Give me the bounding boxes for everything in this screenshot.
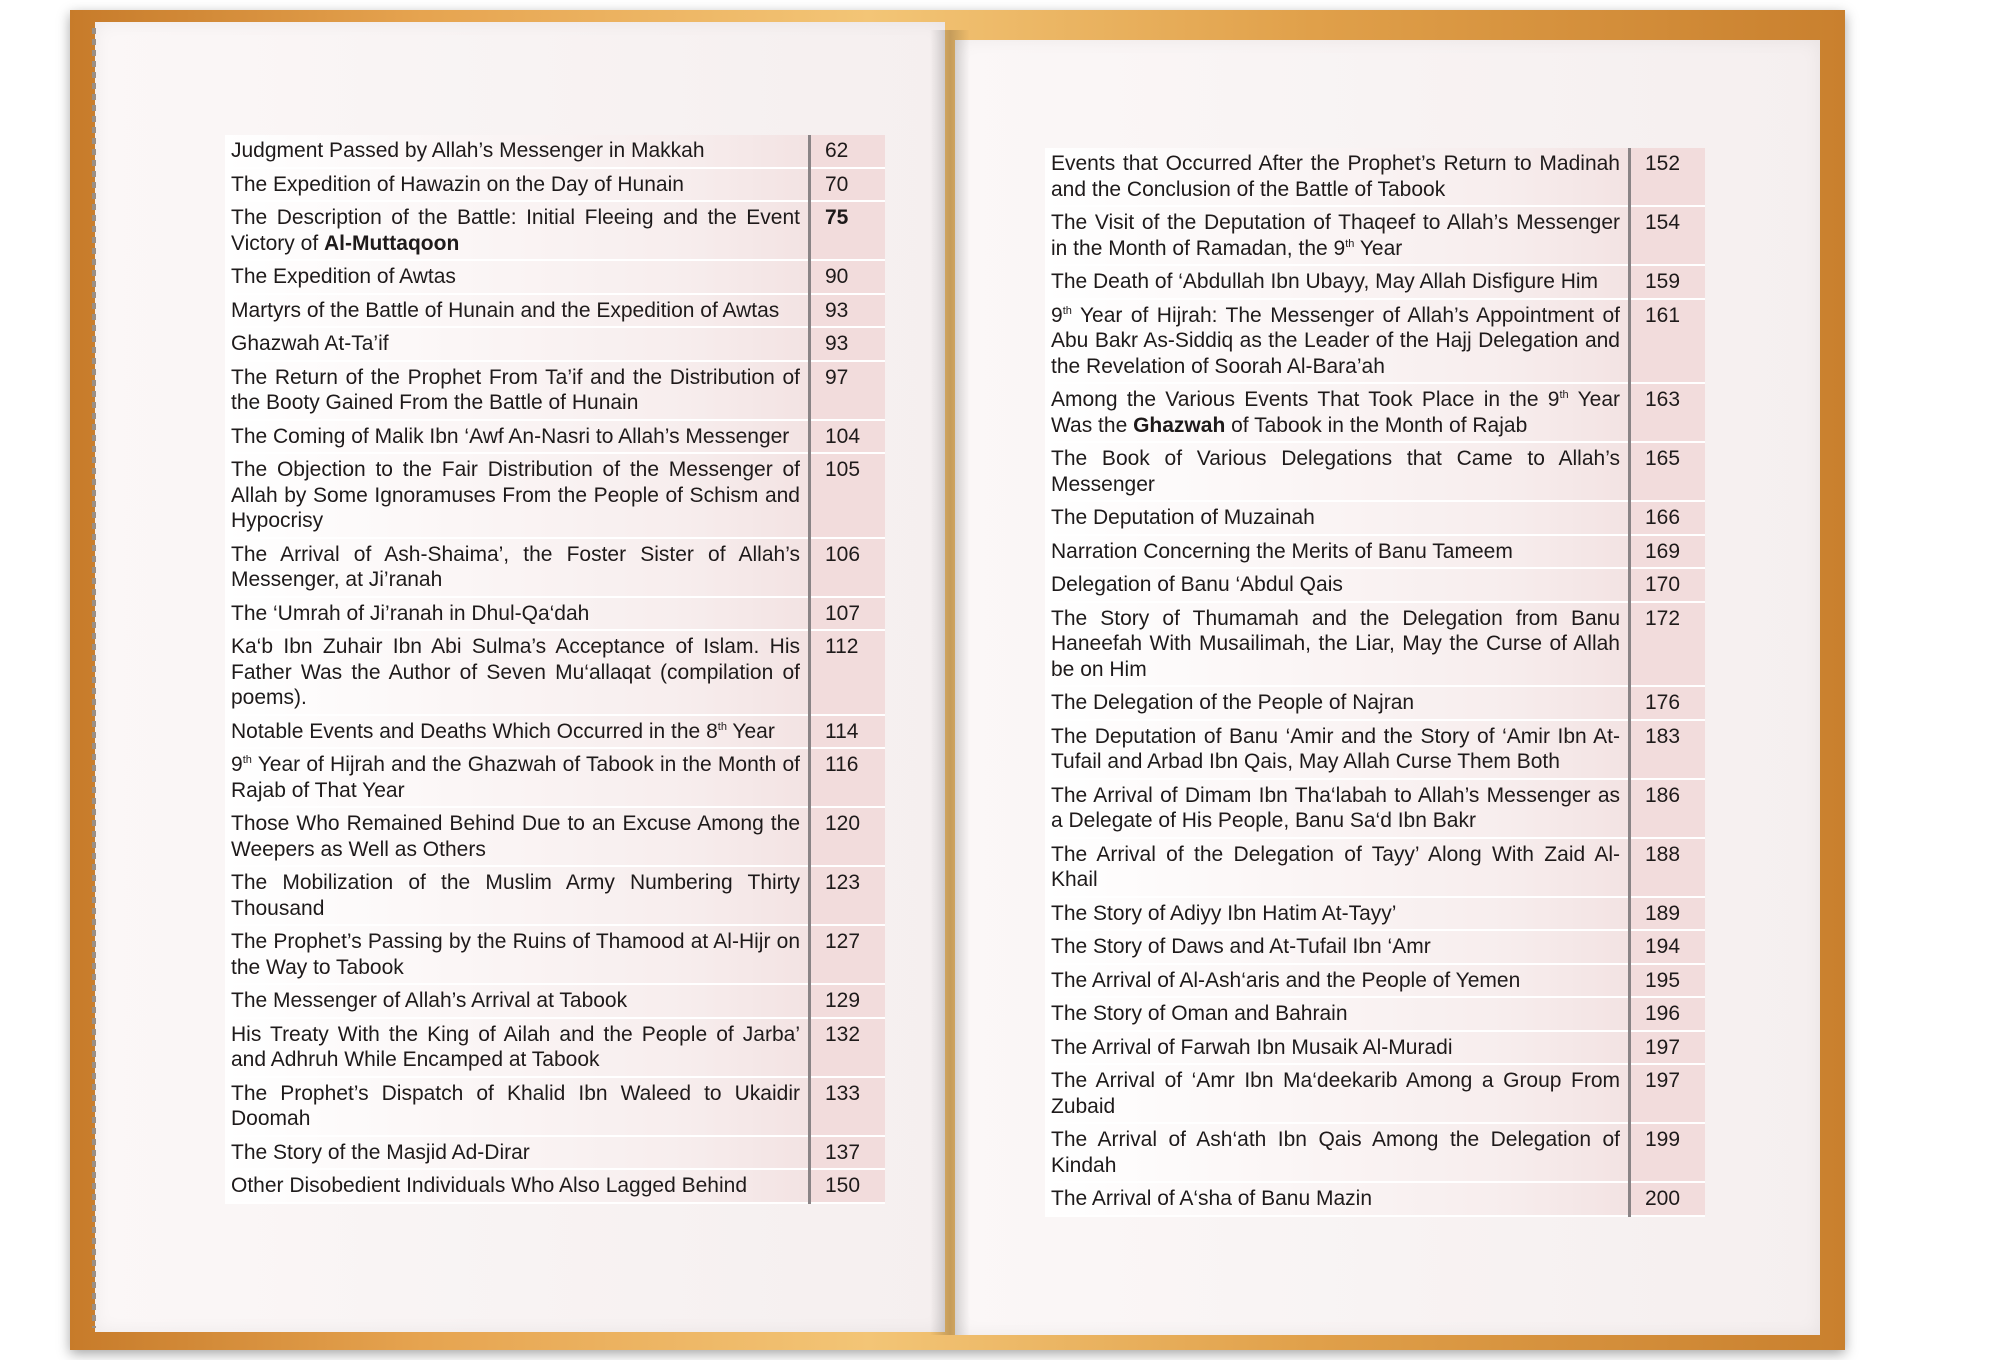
toc-row — [1045, 501, 1705, 535]
toc-entry-page: 116 — [810, 748, 886, 807]
toc-entry-page: 106 — [810, 538, 886, 597]
toc-title-text: Notable Events and Deaths Which Occurred in the 8 — [231, 719, 718, 743]
toc-title-bold: Al-Muttaqoon — [323, 231, 460, 255]
toc-row — [225, 260, 885, 294]
toc-entry-page: 114 — [810, 715, 886, 749]
toc-entry-title: His Treaty With the King of Ailah and the People of Jarba’ and Adhruh While Encamped at Tabook — [225, 1018, 810, 1077]
toc-row — [225, 807, 885, 866]
toc-entry-title: The Arrival of Farwah Ibn Musaik Al-Muradi — [1045, 1031, 1630, 1065]
toc-entry-page: 123 — [810, 866, 886, 925]
toc-row — [1045, 997, 1705, 1031]
toc-title-text: Year — [1354, 236, 1403, 260]
toc-row — [1045, 1064, 1705, 1123]
toc-entry-page: 166 — [1630, 501, 1706, 535]
toc-row — [225, 597, 885, 631]
toc-title-text: 9 — [231, 753, 243, 776]
toc-row — [225, 327, 885, 361]
toc-entry-title — [225, 715, 810, 749]
toc-row — [225, 715, 885, 749]
toc-entry-title: Judgment Passed by Allah’s Messenger in Makkah — [225, 135, 810, 168]
toc-row — [1045, 206, 1705, 265]
ordinal-suffix: th — [1345, 237, 1355, 250]
toc-entry-page: 132 — [810, 1018, 886, 1077]
toc-entry-title: The Prophet’s Dispatch of Khalid Ibn Waleed to Ukaidir Doomah — [225, 1077, 810, 1136]
toc-entry-title: The Arrival of Ash-Shaima’, the Foster Sister of Allah’s Messenger, at Ji’ranah — [225, 538, 810, 597]
toc-row — [1045, 1123, 1705, 1182]
toc-entry-title: The Expedition of Hawazin on the Day of Hunain — [225, 168, 810, 202]
toc-entry-title: The ‘Umrah of Ji’ranah in Dhul-Qa‘dah — [225, 597, 810, 631]
toc-row — [225, 538, 885, 597]
ordinal-suffix: th — [1559, 389, 1569, 401]
toc-entry-page: 172 — [1630, 602, 1706, 687]
toc-entry-page — [810, 201, 886, 260]
toc-entry-title: The Arrival of Dimam Ibn Tha‘labah to Allah’s Messenger as a Delegate of His People, Banu Sa‘d Ibn Bakr — [1045, 779, 1630, 838]
toc-entry-title: Ka‘b Ibn Zuhair Ibn Abi Sulma’s Acceptance of Islam. His Father Was the Author of Seven Mu‘allaqat (compilation of poems). — [225, 630, 810, 715]
toc-entry-page: 183 — [1630, 720, 1706, 779]
toc-entry-page: 170 — [1630, 568, 1706, 602]
ordinal-suffix: th — [1062, 304, 1072, 317]
toc-entry-title: The Book of Various Delegations that Came to Allah’s Messenger — [1045, 442, 1630, 501]
toc-row — [1045, 897, 1705, 931]
toc-entry-title: The Expedition of Awtas — [225, 260, 810, 294]
toc-row — [1045, 1031, 1705, 1065]
toc-entry-page: 189 — [1630, 897, 1706, 931]
toc-entry-page: 196 — [1630, 997, 1706, 1031]
toc-row — [225, 984, 885, 1018]
toc-entry-page: 154 — [1630, 206, 1706, 265]
toc-entry-page: 127 — [810, 925, 886, 984]
toc-row — [1045, 265, 1705, 299]
toc-entry-title: The Story of Adiyy Ibn Hatim At-Tayy’ — [1045, 897, 1630, 931]
toc-row — [225, 925, 885, 984]
ordinal-suffix: th — [717, 720, 727, 733]
toc-entry-page: 161 — [1630, 299, 1706, 384]
toc-entry-title: The Arrival of Al-Ash‘aris and the People of Yemen — [1045, 964, 1630, 998]
toc-row — [225, 201, 885, 260]
toc-row — [1045, 1182, 1705, 1216]
toc-row — [225, 168, 885, 202]
toc-row — [225, 630, 885, 715]
toc-entry-page: 70 — [810, 168, 886, 202]
toc-entry-page: 165 — [1630, 442, 1706, 501]
toc-row — [225, 453, 885, 538]
toc-entry-page: 186 — [1630, 779, 1706, 838]
toc-row — [1045, 720, 1705, 779]
toc-title-text: Among the Various Events That Took Place in the 9 — [1051, 388, 1560, 411]
toc-row — [1045, 964, 1705, 998]
toc-entry-page: 169 — [1630, 535, 1706, 569]
toc-row — [225, 294, 885, 328]
toc-entry-title: The Return of the Prophet From Ta’if and the Distribution of the Booty Gained From the Battle of Hunain — [225, 361, 810, 420]
toc-entry-title: The Arrival of ‘Amr Ibn Ma‘deekarib Among a Group From Zubaid — [1045, 1064, 1630, 1123]
toc-entry-page: 152 — [1630, 148, 1706, 206]
toc-entry-title: The Story of the Masjid Ad-Dirar — [225, 1136, 810, 1170]
toc-entry-title: The Objection to the Fair Distribution of the Messenger of Allah by Some Ignoramuses From the People of Schism and Hypocrisy — [225, 453, 810, 538]
toc-entry-title — [225, 748, 810, 807]
toc-entry-title — [1045, 383, 1630, 442]
toc-entry-title: Delegation of Banu ‘Abdul Qais — [1045, 568, 1630, 602]
toc-entry-title: The Death of ‘Abdullah Ibn Ubayy, May Allah Disfigure Him — [1045, 265, 1630, 299]
toc-entry-page: 159 — [1630, 265, 1706, 299]
toc-title-text: The Visit of the Deputation of Thaqeef to Allah’s Messenger in the Month of Ramadan, the 9 — [1051, 211, 1620, 260]
ordinal-suffix: th — [242, 754, 252, 766]
toc-row — [225, 748, 885, 807]
toc-row — [225, 1077, 885, 1136]
toc-entry-page: 163 — [1630, 383, 1706, 442]
toc-entry-page: 104 — [810, 420, 886, 454]
toc-entry-title: The Mobilization of the Muslim Army Numbering Thirty Thousand — [225, 866, 810, 925]
toc-row — [225, 1136, 885, 1170]
left-toc-table — [225, 135, 885, 1204]
toc-entry-title: The Story of Thumamah and the Delegation from Banu Haneefah With Musailimah, the Liar, May the Curse of Allah be on Him — [1045, 602, 1630, 687]
toc-entry-page: 188 — [1630, 838, 1706, 897]
toc-row — [1045, 299, 1705, 384]
toc-row — [1045, 535, 1705, 569]
toc-entry-title: The Arrival of the Delegation of Tayy’ Along With Zaid Al-Khail — [1045, 838, 1630, 897]
toc-entry-title: Narration Concerning the Merits of Banu Tameem — [1045, 535, 1630, 569]
toc-entry-title: Events that Occurred After the Prophet’s Return to Madinah and the Conclusion of the Battle of Tabook — [1045, 148, 1630, 206]
toc-entry-page: 137 — [810, 1136, 886, 1170]
toc-entry-page: 194 — [1630, 930, 1706, 964]
toc-entry-title: The Deputation of Muzainah — [1045, 501, 1630, 535]
binding-stitch — [92, 28, 96, 1328]
toc-entry-page: 200 — [1630, 1182, 1706, 1216]
toc-entry-title — [1045, 206, 1630, 265]
toc-title-text: The Description of the Battle: Initial Fleeing and the Event Victory of — [231, 206, 800, 255]
toc-page-bold: 75 — [825, 206, 849, 229]
right-toc-table — [1045, 148, 1705, 1217]
toc-entry-title: Martyrs of the Battle of Hunain and the Expedition of Awtas — [225, 294, 810, 328]
toc-row — [1045, 930, 1705, 964]
toc-entry-page: 133 — [810, 1077, 886, 1136]
toc-entry-title: The Coming of Malik Ibn ‘Awf An-Nasri to Allah’s Messenger — [225, 420, 810, 454]
toc-title-text: of Tabook in the Month of Rajab — [1225, 413, 1528, 437]
toc-entry-page: 93 — [810, 294, 886, 328]
toc-entry-title: Those Who Remained Behind Due to an Excuse Among the Weepers as Well as Others — [225, 807, 810, 866]
toc-entry-page: 112 — [810, 630, 886, 715]
toc-entry-page: 129 — [810, 984, 886, 1018]
toc-entry-page: 107 — [810, 597, 886, 631]
toc-entry-page: 176 — [1630, 686, 1706, 720]
toc-entry-page: 197 — [1630, 1064, 1706, 1123]
toc-title-text: 9 — [1051, 303, 1063, 327]
toc-entry-title: The Story of Oman and Bahrain — [1045, 997, 1630, 1031]
toc-row — [225, 1169, 885, 1203]
book-gutter — [930, 30, 970, 1335]
toc-entry-title: Ghazwah At-Ta’if — [225, 327, 810, 361]
toc-entry-title: The Story of Daws and At-Tufail Ibn ‘Amr — [1045, 930, 1630, 964]
toc-entry-title: The Prophet’s Passing by the Ruins of Thamood at Al-Hijr on the Way to Tabook — [225, 925, 810, 984]
toc-entry-page: 97 — [810, 361, 886, 420]
toc-row — [225, 135, 885, 168]
toc-title-text: Year Was the — [1051, 388, 1621, 437]
toc-entry-title: Other Disobedient Individuals Who Also Lagged Behind — [225, 1169, 810, 1203]
toc-row — [225, 420, 885, 454]
toc-entry-page: 90 — [810, 260, 886, 294]
toc-title-bold: Ghazwah — [1133, 413, 1226, 437]
toc-entry-title — [1045, 299, 1630, 384]
toc-row — [1045, 686, 1705, 720]
toc-entry-page: 195 — [1630, 964, 1706, 998]
toc-entry-title: The Arrival of A‘sha of Banu Mazin — [1045, 1182, 1630, 1216]
toc-entry-title: The Deputation of Banu ‘Amir and the Story of ‘Amir Ibn At-Tufail and Arbad Ibn Qais, May Allah Curse Them Both — [1045, 720, 1630, 779]
toc-entry-page: 105 — [810, 453, 886, 538]
toc-entry-page: 197 — [1630, 1031, 1706, 1065]
toc-title-text: Year of Hijrah: The Messenger of Allah’s Appointment of Abu Bakr As-Siddiq as the Leader of the Hajj Delegation and the Revelation of Soorah Al-Bara’ah — [1051, 303, 1620, 378]
toc-row — [225, 1018, 885, 1077]
toc-row — [1045, 383, 1705, 442]
toc-row — [1045, 602, 1705, 687]
toc-entry-title: The Delegation of the People of Najran — [1045, 686, 1630, 720]
toc-entry-page: 120 — [810, 807, 886, 866]
toc-entry-title: The Messenger of Allah’s Arrival at Tabook — [225, 984, 810, 1018]
toc-entry-title — [225, 201, 810, 260]
toc-row — [225, 361, 885, 420]
toc-row — [1045, 568, 1705, 602]
toc-row — [225, 866, 885, 925]
toc-entry-page: 199 — [1630, 1123, 1706, 1182]
toc-row — [1045, 442, 1705, 501]
toc-entry-page: 62 — [810, 135, 886, 168]
toc-entry-title: The Arrival of Ash‘ath Ibn Qais Among the Delegation of Kindah — [1045, 1123, 1630, 1182]
toc-row — [1045, 838, 1705, 897]
toc-entry-page: 150 — [810, 1169, 886, 1203]
toc-row — [1045, 148, 1705, 206]
toc-entry-page: 93 — [810, 327, 886, 361]
toc-row — [1045, 779, 1705, 838]
toc-title-text: Year of Hijrah and the Ghazwah of Tabook in the Month of Rajab of That Year — [231, 753, 800, 802]
toc-title-text: Year — [726, 719, 775, 743]
